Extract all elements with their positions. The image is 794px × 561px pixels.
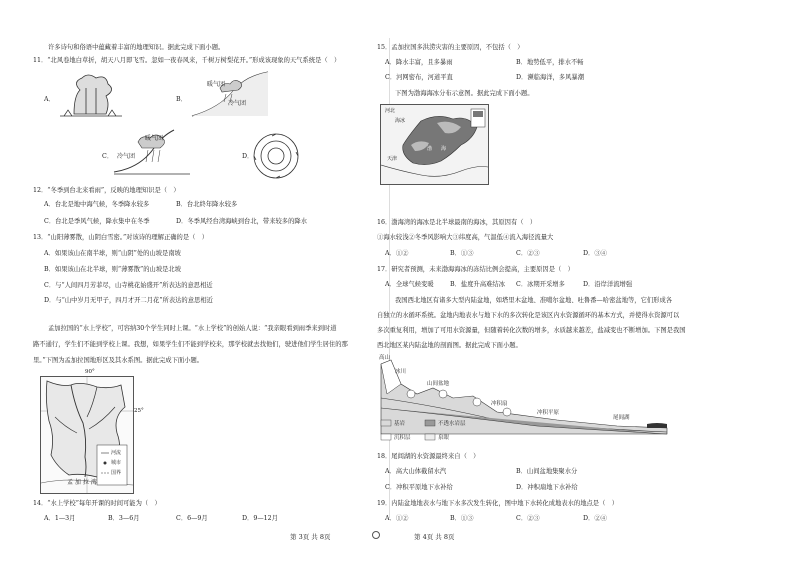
q19-stem: 19．内陆盆地地表水与地下水多次发生转化，图中地下水转化成地表水的地点是（ ） — [377, 500, 618, 507]
bohai-label-ice: 海冰 — [395, 118, 406, 124]
passage-line-2: 路不通行，学生们不能到学校上课。我想，如果学生们不能到学校来，那学校就去找他们，驶进他们学生居住的那 — [33, 341, 348, 348]
q18-option-c[interactable]: C．冲积平原地下水补给 — [385, 484, 453, 491]
profile-label-glacier: 冰川 — [395, 369, 407, 375]
q11-figure-a — [56, 70, 128, 120]
q16-option-a[interactable]: A．①② — [385, 250, 409, 257]
legend-spring: 泉眼 — [438, 435, 450, 441]
passage2-line-3: 多次重复利用，增加了可用水资源量，但随着转化次数的增多，水质越来越差，盐减变也不断增加。下图是我国 — [377, 327, 686, 334]
profile-label-fan: 冲积扇 — [491, 401, 508, 407]
q19-option-a[interactable]: A．①② — [385, 515, 409, 522]
footer-page-right: 第 4页 共 8页 — [414, 533, 455, 541]
legend-impermeable: 不透水岩层 — [438, 421, 466, 427]
q18-option-d[interactable]: D．冲积扇地下水补给 — [516, 484, 578, 491]
profile-label-lake: 尾闾湖 — [613, 415, 630, 421]
legend-river: 河流 — [111, 450, 122, 456]
q11-stem: 11．“北风卷地白草折，胡天八月即飞雪。忽如一夜春风来，千树万树梨花开。”形成该现象的天气系统是（ ） — [33, 57, 341, 64]
passage2-line-2: 自独立的水循环系统。盆地内地表水与地下水的多次转化是该区内水资源循环的基本方式，并使得水资源可以 — [377, 312, 680, 319]
legend-border: 国界 — [111, 470, 122, 476]
legend-city: 城市 — [111, 460, 122, 466]
bohai-label-hebei: 河北 — [385, 108, 396, 114]
intro-q16: 下图为渤海海冰分布示意图。据此完成下面小题。 — [395, 90, 534, 97]
q12-option-d[interactable]: D．冬季风经台湾海峡到台北，带来较多的降水 — [176, 218, 307, 225]
q17-option-a[interactable]: A．全球气候变暖 — [385, 281, 434, 288]
basin-profile-figure — [377, 354, 677, 446]
q18-option-b[interactable]: B．山间盆地集聚水分 — [516, 468, 578, 475]
q13-option-d[interactable]: D．与“山中岁月无甲子，四月才开二月花”所表达的意思相近 — [44, 297, 213, 304]
q13-option-b[interactable]: B．如果该山在北半球，则“薄雾散”的山坡是北坡 — [44, 266, 182, 273]
q15-option-c[interactable]: C．河网密布，河道平直 — [385, 74, 453, 81]
intro-q10: 许多诗句和俗语中蕴藏着丰富的地理知识。据此完成下面小题。 — [48, 44, 225, 51]
q13-stem: 13．“山阳薄雾散，山阴白雪密。”对该诗的理解正确的是（ ） — [33, 234, 209, 241]
bohai-label-bo: 渤 — [427, 146, 433, 152]
legend-bedrock: 基岩 — [394, 421, 406, 427]
q11-c-cold-label: 冷气团 — [117, 153, 136, 160]
q19-option-d[interactable]: D．②④ — [583, 515, 607, 522]
footer-page-left: 第 3页 共 8页 — [290, 533, 331, 541]
q17-stem: 17．研究者预测，未来渤海海冰的冻结比例会提高，主要原因是（ ） — [377, 266, 574, 273]
bohai-sea-ice-map — [380, 104, 489, 185]
q16-option-d[interactable]: D．③④ — [583, 250, 607, 257]
q11-option-c[interactable]: C． — [102, 153, 114, 160]
q15-option-a[interactable]: A．降水丰富，且多暴雨 — [385, 59, 453, 66]
q19-option-b[interactable]: B．①③ — [450, 515, 474, 522]
q11-c-warm-label: 暖气团 — [145, 135, 164, 142]
bohai-label-hai: 海 — [441, 146, 447, 152]
map-lon-90: 90° — [85, 369, 95, 375]
q17-option-d[interactable]: D．沿岸洋流增强 — [583, 281, 633, 288]
q14-option-c[interactable]: C．6—9月 — [176, 515, 208, 522]
q16-items: ①海水较浅②冬季风影响大③纬度高，气温低④流入海径流量大 — [377, 234, 554, 241]
q11-figure-b — [190, 68, 270, 120]
q11-b-warm-label: 暖气团 — [207, 81, 226, 88]
passage-line-3: 里。”下图为孟加拉国地形区及其水系图。据此完成下面小题。 — [33, 357, 204, 364]
profile-label-peak: 高山 — [379, 355, 391, 361]
q14-option-a[interactable]: A．1—3月 — [44, 515, 76, 522]
profile-label-valley: 山间盆地 — [427, 381, 450, 387]
binding-hole-icon — [372, 531, 380, 539]
q14-option-b[interactable]: B．3—6月 — [108, 515, 140, 522]
q17-option-c[interactable]: C．冰期开采增多 — [516, 281, 565, 288]
passage2-line-1: 我国西北地区有诸多大型内陆盆地，如塔里木盆地、准噶尔盆地、吐鲁番—哈密盆地等，它们形成各 — [395, 297, 673, 304]
bohai-label-tianjin: 天津 — [387, 156, 398, 162]
bangladesh-map — [40, 369, 144, 494]
q15-option-d[interactable]: D．濒临海洋，多风暴潮 — [516, 74, 585, 81]
q19-option-c[interactable]: C．②③ — [516, 515, 540, 522]
q12-option-b[interactable]: B．台北終年降水较多 — [176, 201, 238, 208]
q14-stem: 14．“水上学校”每年开课的时间可能为（ ） — [33, 500, 161, 507]
q11-option-b[interactable]: B． — [176, 96, 187, 103]
q15-option-b[interactable]: B．地势低平，排水不畅 — [516, 59, 584, 66]
legend-sediment: 沉积层 — [394, 435, 411, 441]
passage2-line-4: 西北地区某内陆盆地的剖面图。据此完成下面小题。 — [377, 342, 522, 349]
q13-option-c[interactable]: C．与“人间四月芳菲尽，山寺桃花始盛开”所表达的意思相近 — [44, 282, 213, 289]
q13-option-a[interactable]: A．如果该山在南半球，则“山阴”处的山坡是南坡 — [44, 250, 181, 257]
q11-option-a[interactable]: A． — [44, 96, 55, 103]
q12-stem: 12．“冬季到台北来看雨”，反映的地理知识是（ ） — [33, 187, 180, 194]
passage-line-1: 孟加拉国的“水上学校”，可容纳30个学生同时上课。“水上学校”的创始人说：“我亲眼看到雨季来到时道 — [48, 325, 337, 332]
q16-option-b[interactable]: B．①③ — [450, 250, 474, 257]
q12-option-c[interactable]: C．台北是季风气候，降水集中在冬季 — [44, 218, 150, 225]
q17-option-b[interactable]: B．盐度升高难结冰 — [450, 281, 506, 288]
q15-stem: 15．孟加拉国多洪涝灾害的主要原因，不包括（ ） — [377, 44, 524, 51]
map-sea-label: 孟 加 拉 湾 — [67, 479, 97, 486]
q16-option-c[interactable]: C．②③ — [516, 250, 540, 257]
q11-option-d[interactable]: D． — [242, 153, 254, 160]
profile-label-plain: 冲积平原 — [537, 410, 560, 416]
q16-stem: 16．渤海湾的海冰是北半球最南的海冰，其原因有（ ） — [377, 219, 537, 226]
q18-stem: 18．尾闾湖的水资源最终来自（ ） — [377, 453, 480, 460]
q14-option-d[interactable]: D．9—12月 — [242, 515, 278, 522]
q18-option-a[interactable]: A．高大山体截留水汽 — [385, 468, 447, 475]
map-lat-25: 25° — [134, 408, 144, 414]
q12-option-a[interactable]: A．台北是地中海气候，冬季降水较多 — [44, 201, 150, 208]
q11-figure-d-cyclone — [252, 132, 300, 180]
q11-b-cold-label: 冷气团 — [228, 100, 247, 107]
